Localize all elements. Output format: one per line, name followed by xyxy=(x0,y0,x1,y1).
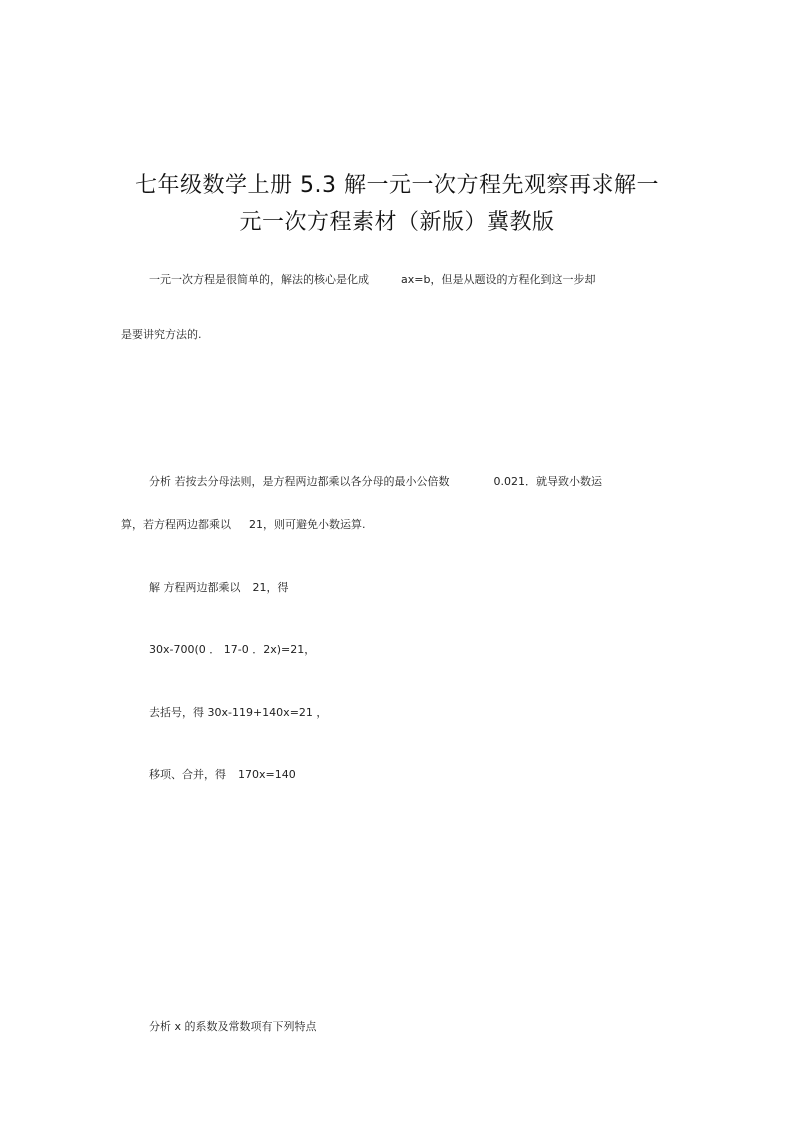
analysis-1-line-2 xyxy=(121,516,366,532)
intro-text-part-1: 一元一次方程是很简单的，解法的核心是化成 xyxy=(149,273,369,286)
intro-paragraph-line-1 xyxy=(149,271,595,287)
solution-text-part-1: 解 方程两边都乘以 xyxy=(149,581,241,594)
analysis-1-text-part-1: 分析 若按去分母法则，是方程两边都乘以各分母的最小公倍数 xyxy=(149,475,450,488)
equation-1: 30x-700(0 ． 17-0 ．2x)=21， xyxy=(149,643,316,656)
document-title-line-2: 元一次方程素材（新版）冀教版 xyxy=(239,210,555,235)
analysis-1-line-1 xyxy=(149,473,602,489)
analysis-1-text-part-4: 21，则可避免小数运算. xyxy=(249,518,366,531)
solution-step-combine xyxy=(149,766,296,782)
intro-text-part-2: ax=b，但是从题设的方程化到这一步却 xyxy=(401,273,596,286)
solution-step-combine-result: 170x=140 xyxy=(238,768,296,781)
solution-step-expand-brackets: 去括号，得 30x-119+140x=21 ， xyxy=(149,706,328,719)
intro-paragraph-line-2: 是要讲究方法的. xyxy=(121,328,202,341)
solution-line-1 xyxy=(149,579,289,595)
solution-text-part-2: 21，得 xyxy=(252,581,289,594)
analysis-2-line-1: 分析 x 的系数及常数项有下列特点 xyxy=(149,1020,317,1033)
document-title-line-1: 七年级数学上册 5.3 解一元一次方程先观察再求解一 xyxy=(135,173,659,198)
solution-step-combine-label: 移项、合并，得 xyxy=(149,768,226,781)
analysis-1-text-part-3: 算，若方程两边都乘以 xyxy=(121,518,231,531)
analysis-1-text-part-2: 0.021．就导致小数运 xyxy=(493,475,602,488)
